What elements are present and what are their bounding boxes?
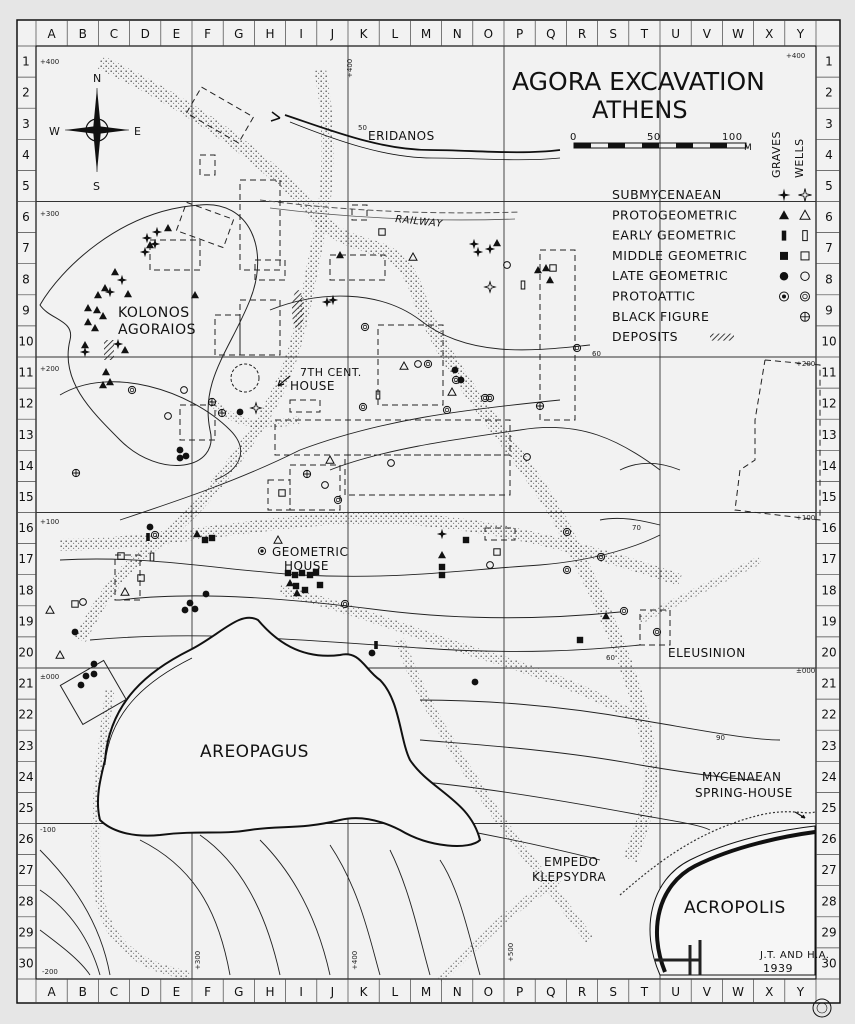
grid-letter-top: P: [515, 27, 524, 41]
grid-number-right: 8: [825, 272, 833, 287]
grid-letter-bottom: F: [204, 985, 212, 999]
grid-letter-top: O: [483, 27, 494, 41]
label-geometric-house-1: GEOMETRIC: [272, 545, 349, 559]
find-marker: [293, 583, 299, 589]
label-geometric-house-2: HOUSE: [284, 559, 329, 573]
grid-number-left: 25: [18, 800, 34, 815]
grid-letter-bottom: E: [172, 985, 181, 999]
grid-number-right: 19: [821, 614, 837, 629]
grid-number-left: 11: [18, 365, 34, 380]
grid-letter-top: A: [47, 27, 56, 41]
grid-letter-bottom: D: [140, 985, 150, 999]
compass-n: N: [93, 72, 102, 85]
grid-number-right: 22: [821, 707, 837, 722]
label-spring-house-2: SPRING-HOUSE: [695, 786, 793, 800]
label-eleusinion: ELEUSINION: [668, 646, 746, 660]
grid-number-left: 30: [18, 956, 34, 971]
grid-number-left: 24: [18, 769, 34, 784]
grid-number-left: 18: [18, 583, 34, 598]
grid-number-left: 9: [22, 303, 30, 318]
grid-number-right: 20: [821, 645, 837, 660]
coord-right-200: +200: [796, 360, 816, 368]
grid-letter-top: F: [204, 27, 212, 41]
grid-number-left: 16: [18, 521, 34, 536]
find-marker: [303, 470, 310, 477]
find-marker: [192, 606, 199, 613]
grid-number-left: 29: [18, 925, 34, 940]
grid-letter-top: U: [671, 27, 680, 41]
grid-number-right: 11: [821, 365, 837, 380]
grid-number-left: 3: [22, 116, 30, 131]
find-marker: [218, 409, 225, 416]
grid-number-left: 13: [18, 427, 34, 442]
grid-number-left: 8: [22, 272, 30, 287]
grid-letter-top: V: [702, 27, 711, 41]
find-marker: [203, 591, 210, 598]
grid-letter-bottom: I: [299, 985, 303, 999]
grid-number-right: 15: [821, 489, 837, 504]
grid-number-right: 5: [825, 178, 833, 193]
grid-number-right: 27: [821, 863, 837, 878]
grid-letter-bottom: U: [671, 985, 680, 999]
find-marker: [317, 582, 323, 588]
grid-number-right: 18: [821, 583, 837, 598]
coord-bottom-400: +400: [351, 950, 359, 970]
find-marker: [72, 629, 79, 636]
grid-letter-bottom: S: [609, 985, 618, 999]
grid-letter-bottom: W: [732, 985, 744, 999]
grid-number-right: 28: [821, 894, 837, 909]
grid-letter-top: J: [330, 27, 335, 41]
grid-letter-top: S: [609, 27, 618, 41]
label-kolonos-2: AGORAIOS: [118, 322, 196, 338]
coord-right-400: +400: [786, 52, 806, 60]
coord-right-000: ±000: [796, 667, 816, 675]
find-marker: [177, 447, 184, 454]
credit-authors: J.T. AND H.A.: [760, 950, 830, 961]
grid-letter-bottom: J: [330, 985, 335, 999]
grid-letter-bottom: Y: [796, 985, 805, 999]
scale-50: 50: [647, 132, 661, 143]
legend-label: MIDDLE GEOMETRIC: [612, 247, 748, 263]
find-marker: [209, 535, 215, 541]
legend-col-graves: GRAVES: [770, 131, 783, 178]
contour-60a: 60: [592, 350, 601, 358]
grid-letter-bottom: Q: [546, 985, 556, 999]
label-areopagus: AREOPAGUS: [200, 742, 309, 762]
coord-left-200: +200: [40, 365, 60, 373]
label-spring-house-1: MYCENAEAN: [702, 770, 782, 784]
grid-letter-bottom: O: [483, 985, 494, 999]
find-marker: [208, 398, 215, 405]
coord-left-100: +100: [40, 518, 60, 526]
legend-symbols: [801, 312, 810, 321]
grid-letter-top: C: [109, 27, 119, 41]
grid-letter-top: N: [452, 27, 462, 41]
find-marker: [374, 641, 378, 649]
find-marker: [177, 455, 184, 462]
label-kolonos-1: KOLONOS: [118, 305, 190, 321]
coord-left-300: +300: [40, 210, 60, 218]
find-marker: [91, 671, 98, 678]
grid-number-right: 4: [825, 147, 833, 162]
grid-number-left: 7: [22, 241, 30, 256]
grid-number-left: 27: [18, 863, 34, 878]
grid-letter-top: X: [765, 27, 774, 41]
grid-letter-top: Y: [796, 27, 805, 41]
scale-unit: M: [744, 143, 753, 153]
grid-number-left: 28: [18, 894, 34, 909]
grid-number-right: 21: [821, 676, 837, 691]
label-7th-house-1: 7TH CENT.: [300, 366, 362, 379]
legend-label: EARLY GEOMETRIC: [612, 227, 737, 243]
grid-letter-top: W: [732, 27, 744, 41]
coord-left-minus100: -100: [40, 826, 56, 834]
find-marker: [536, 402, 543, 409]
grid-number-left: 14: [18, 458, 34, 473]
find-marker: [439, 572, 445, 578]
grid-number-right: 9: [825, 303, 833, 318]
grid-number-right: 17: [821, 552, 837, 567]
find-marker: [183, 453, 190, 460]
find-marker: [147, 524, 154, 531]
label-railway: RAILWAY: [394, 214, 444, 230]
grid-number-left: 19: [18, 614, 34, 629]
grid-number-left: 21: [18, 676, 34, 691]
label-klepsydra-2: KLEPSYDRA: [532, 870, 607, 884]
grid-letter-top: M: [420, 27, 432, 41]
grid-letter-top: I: [299, 27, 303, 41]
grid-letter-top: K: [359, 27, 368, 41]
grid-letter-top: G: [234, 27, 244, 41]
find-marker: [237, 409, 244, 416]
grid-number-right: 23: [821, 738, 837, 753]
grid-number-left: 2: [22, 85, 30, 100]
grid-number-right: 26: [821, 832, 837, 847]
grid-letter-top: L: [391, 27, 399, 41]
find-marker: [202, 537, 208, 543]
grid-number-right: 30: [821, 956, 837, 971]
grid-letter-bottom: M: [420, 985, 432, 999]
grid-number-right: 2: [825, 85, 833, 100]
legend-label: DEPOSITS: [612, 329, 679, 345]
grid-number-left: 15: [18, 489, 34, 504]
grid-letter-top: D: [140, 27, 150, 41]
grid-number-right: 29: [821, 925, 837, 940]
label-eridanos: ERIDANOS: [368, 129, 435, 143]
find-marker: [187, 600, 194, 607]
coord-bottom-minus200: -200: [42, 968, 58, 976]
grid-number-right: 16: [821, 521, 837, 536]
grid-number-right: 6: [825, 210, 833, 225]
find-marker: [182, 607, 189, 614]
title-line1: AGORA EXCAVATION: [512, 67, 765, 96]
grid-letter-bottom: N: [452, 985, 462, 999]
contour-50: 50: [358, 124, 367, 132]
grid-letter-top: Q: [546, 27, 556, 41]
grid-number-right: 7: [825, 241, 833, 256]
grid-number-left: 6: [22, 210, 30, 225]
grid-number-right: 13: [821, 427, 837, 442]
find-marker: [369, 650, 376, 657]
legend-col-wells: WELLS: [793, 138, 806, 178]
grid-number-left: 12: [18, 396, 34, 411]
grid-number-left: 23: [18, 738, 34, 753]
find-marker: [78, 682, 85, 689]
coord-top-400-tick: +400: [346, 58, 354, 78]
contour-90: 90: [716, 734, 725, 742]
grid-letter-bottom: T: [640, 985, 649, 999]
coord-left-400: +400: [40, 58, 60, 66]
find-marker: [146, 533, 150, 541]
grid-letter-bottom: P: [515, 985, 524, 999]
contour-70: 70: [632, 524, 641, 532]
compass-e: E: [134, 125, 142, 138]
credit-year: 1939: [763, 962, 793, 975]
title-line2: ATHENS: [592, 96, 688, 124]
coord-right-100: +100: [796, 514, 816, 522]
contour-60b: 60: [606, 654, 615, 662]
legend-label: PROTOGEOMETRIC: [612, 207, 738, 223]
grid-letter-top: E: [172, 27, 181, 41]
coord-bottom-300: +300: [194, 950, 202, 970]
scale-0: 0: [570, 132, 577, 143]
grid-letter-bottom: R: [577, 985, 587, 999]
find-marker: [72, 469, 79, 476]
coord-bottom-500: +500: [507, 942, 515, 962]
label-acropolis: ACROPOLIS: [684, 898, 786, 918]
label-klepsydra-1: EMPEDO: [544, 855, 599, 869]
grid-letter-bottom: V: [702, 985, 711, 999]
grid-letter-bottom: H: [265, 985, 275, 999]
grid-number-left: 10: [18, 334, 34, 349]
legend-label: SUBMYCENAEAN: [612, 187, 722, 202]
grid-letter-top: H: [265, 27, 275, 41]
grid-number-right: 25: [821, 800, 837, 815]
legend-label: LATE GEOMETRIC: [612, 268, 729, 284]
grid-number-left: 1: [22, 54, 30, 69]
find-marker: [439, 564, 445, 570]
grid-letter-top: T: [640, 27, 649, 41]
legend-label: PROTOATTIC: [612, 288, 696, 304]
grid-number-right: 10: [821, 334, 837, 349]
grid-number-left: 17: [18, 552, 34, 567]
label-7th-house-2: HOUSE: [290, 379, 335, 393]
coord-left-000: ±000: [40, 673, 60, 681]
grid-letter-top: B: [78, 27, 87, 41]
grid-number-left: 20: [18, 645, 34, 660]
find-marker: [472, 679, 479, 686]
grid-number-left: 22: [18, 707, 34, 722]
grid-letter-top: R: [577, 27, 587, 41]
grid-number-right: 24: [821, 769, 837, 784]
compass-s: S: [93, 180, 101, 193]
find-marker: [463, 537, 469, 543]
grid-letter-bottom: X: [765, 985, 774, 999]
grid-letter-bottom: K: [359, 985, 368, 999]
grid-number-right: 3: [825, 116, 833, 131]
find-marker: [91, 661, 98, 668]
grid-letter-bottom: C: [109, 985, 119, 999]
compass-w: W: [49, 125, 61, 138]
grid-number-left: 5: [22, 178, 30, 193]
grid-letter-bottom: A: [47, 985, 56, 999]
legend-label: BLACK FIGURE: [612, 308, 710, 324]
grid-number-right: 14: [821, 458, 837, 473]
grid-letter-bottom: L: [391, 985, 399, 999]
grid-number-left: 4: [22, 147, 30, 162]
grid-letter-bottom: B: [78, 985, 87, 999]
find-marker: [577, 637, 583, 643]
grid-number-left: 26: [18, 832, 34, 847]
find-marker: [302, 587, 308, 593]
find-marker: [452, 367, 459, 374]
grid-number-right: 1: [825, 54, 833, 69]
legend-symbols: [710, 334, 734, 341]
grid-letter-bottom: G: [234, 985, 244, 999]
scale-100: 100: [722, 132, 743, 143]
find-marker: [83, 673, 90, 680]
grid-number-right: 12: [821, 396, 837, 411]
